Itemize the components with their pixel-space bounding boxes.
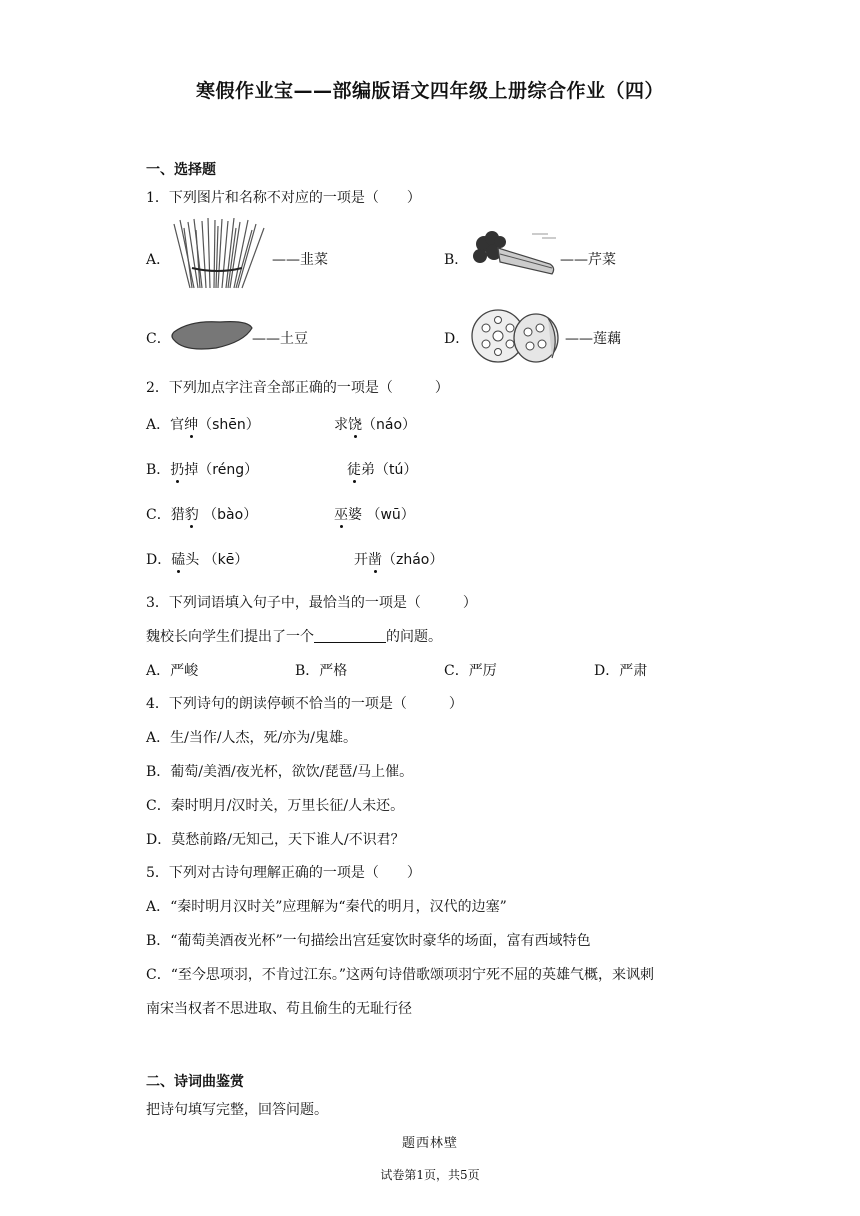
q1-option-b-letter: B．: [444, 252, 469, 268]
q2-option-b-second: 徒弟（tú）: [347, 462, 418, 478]
q2-option-a: A．官绅（shēn）: [146, 417, 260, 433]
q2-option-d-second: 开凿（zháo）: [354, 552, 444, 568]
q2-option-b: B．扔掉（réng）: [146, 462, 259, 478]
q4-option-d: D．莫愁前路/无知己，天下谁人/不识君？: [146, 832, 405, 848]
section-2-intro: 把诗句填写完整，回答问题。: [146, 1102, 328, 1118]
chive-bundle-image: [170, 218, 270, 290]
q5-option-c-continued: 南宋当权者不思进取、苟且偷生的无耻行径: [146, 1001, 412, 1017]
celery-image: [472, 230, 562, 278]
q1-option-c-label: ——土豆: [252, 331, 308, 347]
q4-option-c: C．秦时明月/汉时关，万里长征/人未还。: [146, 798, 405, 814]
q5-option-c: C．“至今思项羽，不肯过江东。”这两句诗借歌颂项羽宁死不屈的英雄气概，来讽刺: [146, 967, 655, 983]
q2-option-c: C．猎豹 （bào）: [146, 507, 258, 523]
q3-option-d: D．严肃: [594, 663, 648, 679]
q1-option-d-letter: D．: [444, 331, 470, 347]
question-2-stem: 2．下列加点字注音全部正确的一项是（ ）: [146, 380, 449, 396]
q3-sentence: 魏校长向学生们提出了一个 的问题。: [146, 629, 442, 645]
question-4-stem: 4．下列诗句的朗读停顿不恰当的一项是（ ）: [146, 696, 463, 712]
q1-option-c-letter: C．: [146, 331, 171, 347]
section-heading-choice: 一、选择题: [146, 162, 216, 178]
question-5-stem: 5．下列对古诗句理解正确的一项是（ ）: [146, 865, 421, 881]
question-3-stem: 3．下列词语填入句子中，最恰当的一项是（ ）: [146, 595, 477, 611]
question-1-stem: 1．下列图片和名称不对应的一项是（ ）: [146, 190, 421, 206]
q3-option-b: B．严格: [295, 663, 348, 679]
q2-option-a-second: 求饶（náo）: [334, 417, 417, 433]
lotus-root-image: [468, 306, 564, 366]
fill-blank: [314, 628, 386, 643]
page-footer: 试卷第1页，共5页: [380, 1168, 480, 1182]
q5-option-a: A．“秦时明月汉时关”应理解为“秦代的明月，汉代的边塞”: [146, 899, 507, 915]
q3-option-a: A．严峻: [146, 663, 199, 679]
page-title: 寒假作业宝——部编版语文四年级上册综合作业（四）: [195, 80, 664, 102]
q1-option-a-letter: A．: [146, 252, 171, 268]
q1-option-d-label: ——莲藕: [565, 331, 621, 347]
q1-option-a-label: ——韭菜: [272, 252, 328, 268]
q4-option-a: A．生/当作/人杰，死/亦为/鬼雄。: [146, 730, 357, 746]
section-heading-poetry: 二、诗词曲鉴赏: [146, 1074, 244, 1090]
q4-option-b: B．葡萄/美酒/夜光杯，欲饮/琵琶/马上催。: [146, 764, 414, 780]
sweet-potato-image: [170, 318, 254, 352]
q5-option-b: B．“葡萄美酒夜光杯”一句描绘出宫廷宴饮时豪华的场面，富有西域特色: [146, 933, 591, 949]
q2-option-d: D．磕头 （kē）: [146, 552, 249, 568]
q1-option-b-label: ——芹菜: [560, 252, 616, 268]
poem-title: 题西林壁: [401, 1136, 458, 1151]
q3-option-c: C．严厉: [444, 663, 497, 679]
q2-option-c-second: 巫婆 （wū）: [334, 507, 415, 523]
